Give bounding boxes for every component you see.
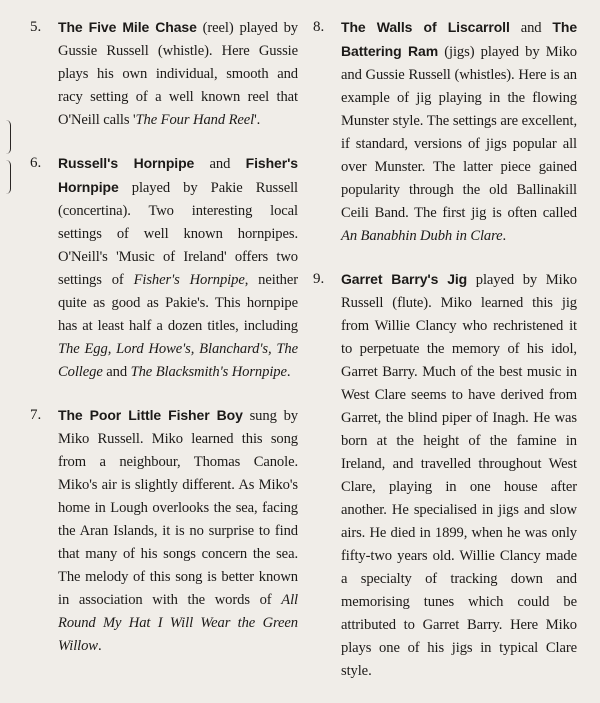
track-title: Fisher's Hornpipe xyxy=(58,155,298,195)
description-text: . xyxy=(286,364,291,380)
track-title: The Five Mile Chase xyxy=(58,19,197,35)
description-text: played by Pakie Russell (concertina). Two interesting local settings of well known hornpipes. O'Neill's 'Music of Ireland' offers two settings of xyxy=(58,180,298,288)
tune-name: An Banabhin Dubh in Clare xyxy=(341,228,503,244)
tune-name: The Blacksmith's Hornpipe xyxy=(130,364,287,380)
track-entry-6 xyxy=(30,152,298,384)
description-text: . xyxy=(97,638,102,654)
left-column xyxy=(30,16,298,678)
description-text: (reel) played by Gussie Russell (whistle). Here Gussie plays his own individual, smooth and racy setting of a well known reel that O'Neill calls ' xyxy=(58,20,298,128)
description-text: '. xyxy=(254,112,261,128)
track-title: The Poor Little Fisher Boy xyxy=(58,407,243,423)
track-number: 7. xyxy=(30,407,42,423)
description-text: sung by Miko Russell. Miko learned this song from a neighbour, Thomas Canole. Miko's air is slightly different. As Miko's home in Lough overlooks the sea, facing the Aran Islands, it is no surprise to find that many of his songs concern the sea. The melody of this song is better known in association with the words of xyxy=(58,408,298,608)
track-entry-8 xyxy=(313,16,577,248)
edge-mark xyxy=(6,120,11,154)
description-text: and xyxy=(194,156,246,172)
tune-name: The Egg, Lord Howe's, Blanchard's, The College xyxy=(58,341,298,380)
track-title: The Walls of Liscarroll xyxy=(341,19,510,35)
description-text: , neither quite as good as Pakie's. This hornpipe has at least half a dozen titles, including xyxy=(58,272,298,334)
song-name: All Round My Hat I Will Wear the Green Willow xyxy=(58,592,298,654)
track-title: Russell's Hornpipe xyxy=(58,155,195,171)
edge-mark xyxy=(6,160,11,194)
track-number: 6. xyxy=(30,155,42,171)
track-description xyxy=(58,404,298,658)
description-text: and xyxy=(509,20,553,36)
track-title: The Battering Ram xyxy=(341,19,578,59)
track-entry-9 xyxy=(313,268,577,683)
track-description xyxy=(58,16,298,132)
track-number: 9. xyxy=(313,271,325,287)
track-entry-7 xyxy=(30,404,298,658)
tune-name: The Four Hand Reel xyxy=(135,112,255,128)
track-description xyxy=(341,16,577,248)
description-text: and xyxy=(102,364,131,380)
track-number: 8. xyxy=(313,19,325,35)
tune-name: Fisher's Hornpipe xyxy=(133,272,245,288)
track-description xyxy=(58,152,298,384)
track-title: Garret Barry's Jig xyxy=(341,271,468,287)
track-number: 5. xyxy=(30,19,42,35)
description-text: . xyxy=(502,228,507,244)
right-column xyxy=(313,16,577,703)
track-entry-5 xyxy=(30,16,298,132)
description-text: (jigs) played by Miko and Gussie Russell (whistles). Here is an example of jig playing in the flowing Munster style. The settings are excellent, if standard, versions of jigs popular all over Munster. The latter piece gained popularity through the old Ballinakill Ceili Band. The first jig is often called xyxy=(341,44,577,221)
track-description xyxy=(341,268,577,683)
description-text: played by Miko Russell (flute). Miko learned this jig from Willie Clancy who rechristened it to perpetuate the memory of his idol, Garret Barry. Much of the best music in West Clare seems to have derived from Garret, the blind piper of Inagh. He was born at the height of the famine in Ireland, and travelled throughout West Clare, playing in one house after another. He specialised in jigs and slow airs. He died in 1899, when he was only fifty-two years old. Willie Clancy made a specialty of tracking down and memorising tunes which could be attributed to Garret Barry. Here Miko plays one of his jigs in typical Clare style. xyxy=(341,272,577,679)
